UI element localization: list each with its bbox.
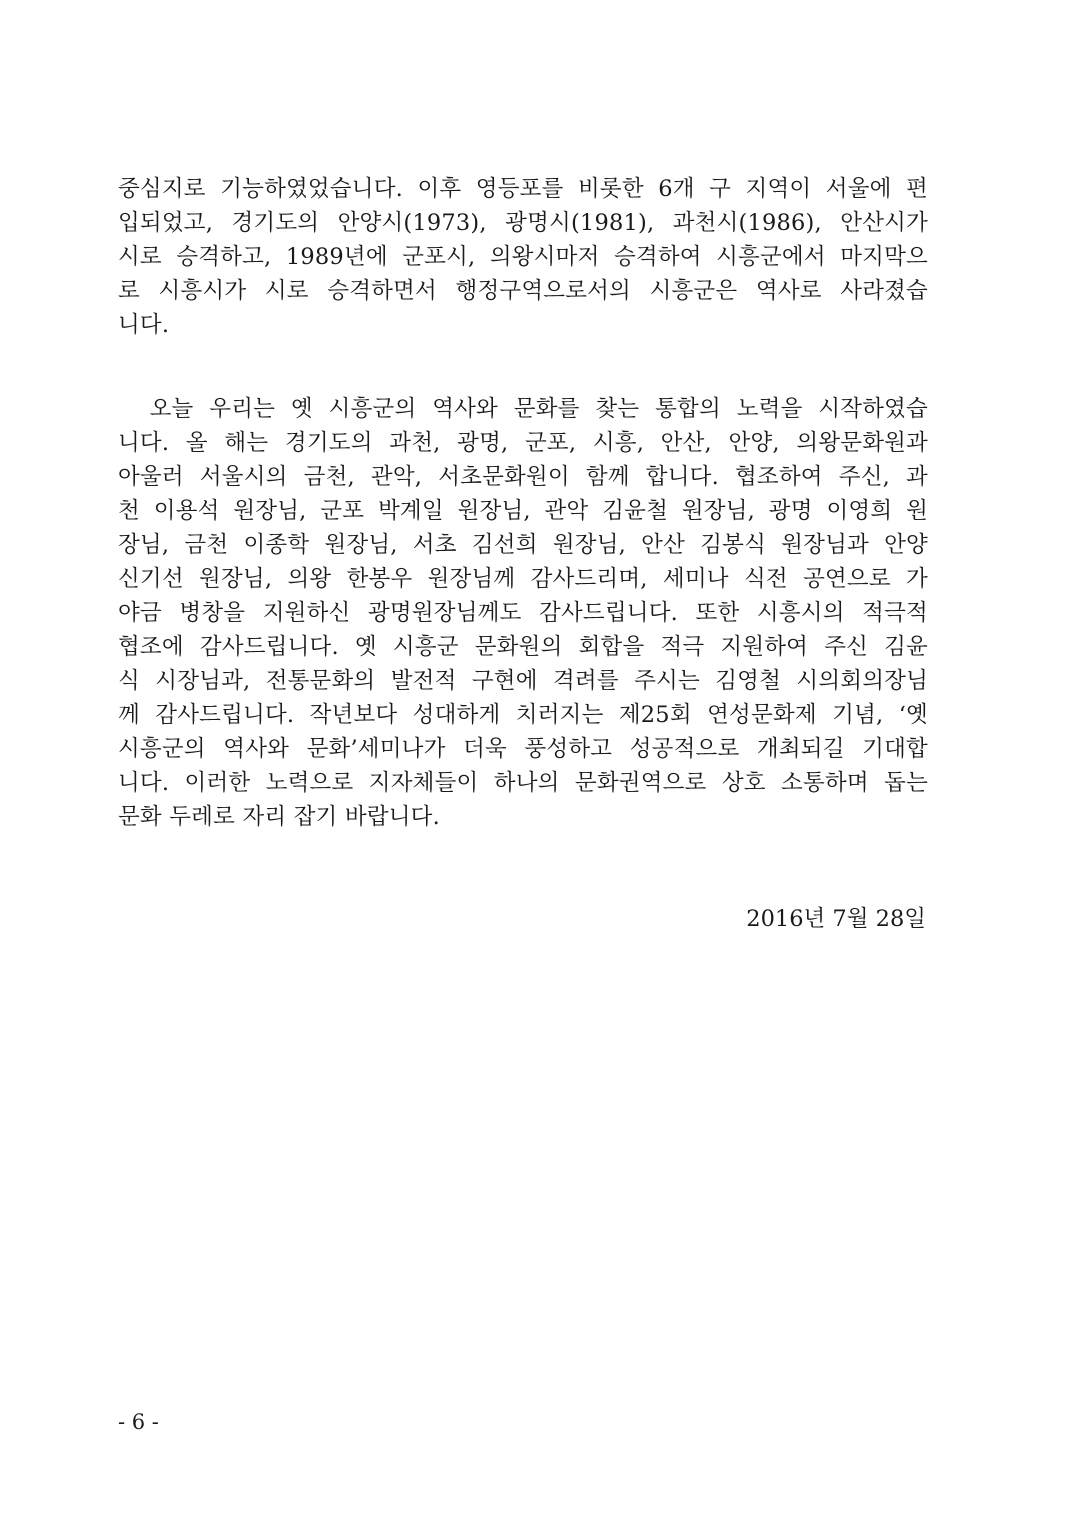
paragraph2-line-12: 니다. 이러한 노력으로 지자체들이 하나의 문화권역으로 상호 소통하며 돕는 [118, 770, 928, 796]
paragraph1-line-3: 시로 승격하고, 1989년에 군포시, 의왕시마저 승격하여 시흥군에서 마지막으 [118, 244, 928, 270]
paragraph2-line-1: 오늘 우리는 옛 시흥군의 역사와 문화를 찾는 통합의 노력을 시작하였습 [118, 396, 928, 422]
paragraph2-line-13: 문화 두레로 자리 잡기 바랍니다. [118, 804, 440, 830]
page-number: - 6 - [118, 1410, 159, 1434]
paragraph1-line-5: 니다. [118, 312, 170, 338]
paragraph2-line-6: 신기선 원장님, 의왕 한봉우 원장님께 감사드리며, 세미나 식전 공연으로 가 [118, 566, 928, 592]
paragraph2-line-2: 니다. 올 해는 경기도의 과천, 광명, 군포, 시흥, 안산, 안양, 의왕문화원과 [118, 430, 928, 456]
paragraph2-line-3: 아울러 서울시의 금천, 관악, 서초문화원이 함께 합니다. 협조하여 주신, 과 [118, 464, 928, 490]
paragraph2-line-7: 야금 병창을 지원하신 광명원장님께도 감사드립니다. 또한 시흥시의 적극적 [118, 600, 928, 626]
paragraph1-line-2: 입되었고, 경기도의 안양시(1973), 광명시(1981), 과천시(1986), 안산시가 [118, 210, 928, 236]
paragraph2-line-4: 천 이용석 원장님, 군포 박계일 원장님, 관악 김윤철 원장님, 광명 이영희 원 [118, 498, 928, 524]
paragraph2-line-5: 장님, 금천 이종학 원장님, 서초 김선희 원장님, 안산 김봉식 원장님과 안양 [118, 532, 928, 558]
paragraph2-line-10: 께 감사드립니다. 작년보다 성대하게 치러지는 제25회 연성문화제 기념, ‘옛 [118, 702, 928, 728]
paragraph1-line-4: 로 시흥시가 시로 승격하면서 행정구역으로서의 시흥군은 역사로 사라졌습 [118, 278, 928, 304]
document-date: 2016년 7월 28일 [746, 906, 926, 932]
paragraph2-line-11: 시흥군의 역사와 문화’세미나가 더욱 풍성하고 성공적으로 개최되길 기대합 [118, 736, 928, 762]
paragraph2-line-8: 협조에 감사드립니다. 옛 시흥군 문화원의 회합을 적극 지원하여 주신 김윤 [118, 634, 928, 660]
paragraph2-line-9: 식 시장님과, 전통문화의 발전적 구현에 격려를 주시는 김영철 시의회의장님 [118, 668, 928, 694]
paragraph1-line-1: 중심지로 기능하였었습니다. 이후 영등포를 비롯한 6개 구 지역이 서울에 편 [118, 176, 928, 202]
